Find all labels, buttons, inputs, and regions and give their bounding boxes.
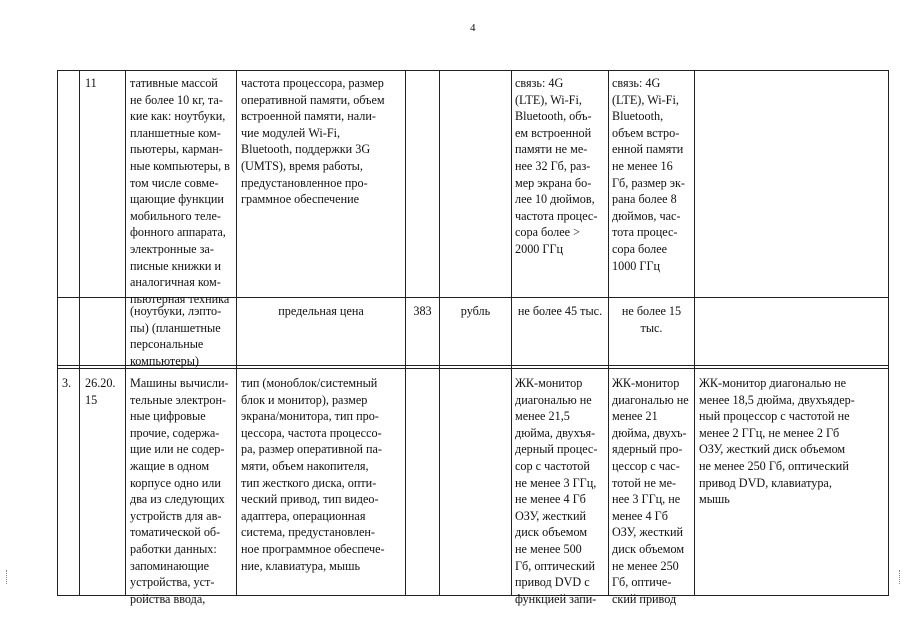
col-border — [405, 70, 406, 596]
cell-name: тативные массой не более 10 кг, та- кие как: ноутбуки, планшетные ком- пьютеры, карман- ные компьютеры, в том числе совме- щающие функции мобильного теле- фонного аппарата, электронные за- писные книжки и аналогичная ком- пьютерная техника — [130, 76, 230, 306]
col-border — [694, 70, 695, 596]
scan-edge-mark — [6, 570, 7, 584]
cell-num: 3. — [62, 376, 72, 390]
cell-value-1: ЖК-монитор диагональю не менее 21,5 дюйма, двухъя- дерный процес- сор с частотой не менее 3 ГГц, не менее 4 Гб ОЗУ, жесткий диск объемом не менее 500 Гб, оптический привод DVD с функцией запи- — [515, 376, 598, 606]
cell-characteristics: предельная цена — [278, 304, 364, 318]
col-border — [439, 70, 440, 596]
col-border — [125, 70, 126, 596]
cell-okei-name: рубль — [460, 304, 491, 318]
cell-code: 11 — [85, 76, 97, 90]
requirements-table — [57, 70, 889, 606]
cell-value-2: не более 15 тыс. — [621, 304, 682, 335]
table-top-border — [57, 70, 889, 71]
cell-code: 26.20. 15 — [85, 376, 116, 407]
col-border — [511, 70, 512, 596]
cell-name: Машины вычисли- тельные электрон- ные цифровые прочие, содержа- щие или не содер- жащие в одном корпусе одно или два из следующих устройств для ав- томатической об- работки данных: запоминающие устройства, уст- ройства ввода, — [130, 376, 229, 606]
col-border — [79, 70, 80, 596]
col-border — [236, 70, 237, 596]
page-number: 4 — [470, 22, 476, 34]
cell-characteristics: частота процессора, размер оперативной памяти, объем встроенной памяти, нали- чие модулей Wi-Fi, Bluetooth, поддержки 3G (UMTS), время работы, предустановленное про- граммное обеспечение — [241, 76, 385, 207]
col-border — [57, 70, 58, 596]
cell-characteristics: тип (моноблок/системный блок и монитор), размер экрана/монитора, тип про- цессора, частота процессо- ра, размер оперативной па- мяти, объем накопителя, тип жесткого диска, опти- ческий привод, тип видео- адаптера, операционная система, предустановлен- ное программное обеспече- ние, клавиатура, мышь — [241, 376, 385, 573]
cell-value-2: ЖК-монитор диагональю не менее 21 дюйма, двухъ- ядерный про- цессор с час- тотой не ме- нее 3 ГГц, не менее 4 Гб ОЗУ, жесткий диск объемом не менее 250 Гб, оптиче- ский привод — [612, 376, 689, 606]
cell-value-1: не более 45 тыс. — [517, 304, 603, 318]
cell-value-1: связь: 4G (LTE), Wi-Fi, Bluetooth, объ- ем встроенной памяти не ме- нее 32 Гб, раз- мер экрана бо- лее 10 дюймов, частота процес- сора более > 2000 ГГц — [515, 76, 598, 256]
cell-name: (ноутбуки, лэпто- пы) (планшетные персональные компьютеры) — [130, 304, 222, 368]
cell-value-3: ЖК-монитор диагональю не менее 18,5 дюйма, двухъядер- ный процессор с частотой не менее 2 ГГц, не менее 2 Гб ОЗУ, жесткий диск объемом не менее 250 Гб, оптический привод DVD, клавиатура, мышь — [699, 376, 855, 507]
cell-okei-code: 383 — [413, 304, 432, 318]
col-border — [888, 70, 889, 596]
cell-value-2: связь: 4G (LTE), Wi-Fi, Bluetooth, объем встро- енной памяти не менее 16 Гб, размер эк- рана более 8 дюймов, час- тота процес- сора более 1000 ГГц — [612, 76, 685, 273]
scan-edge-mark — [899, 570, 900, 584]
